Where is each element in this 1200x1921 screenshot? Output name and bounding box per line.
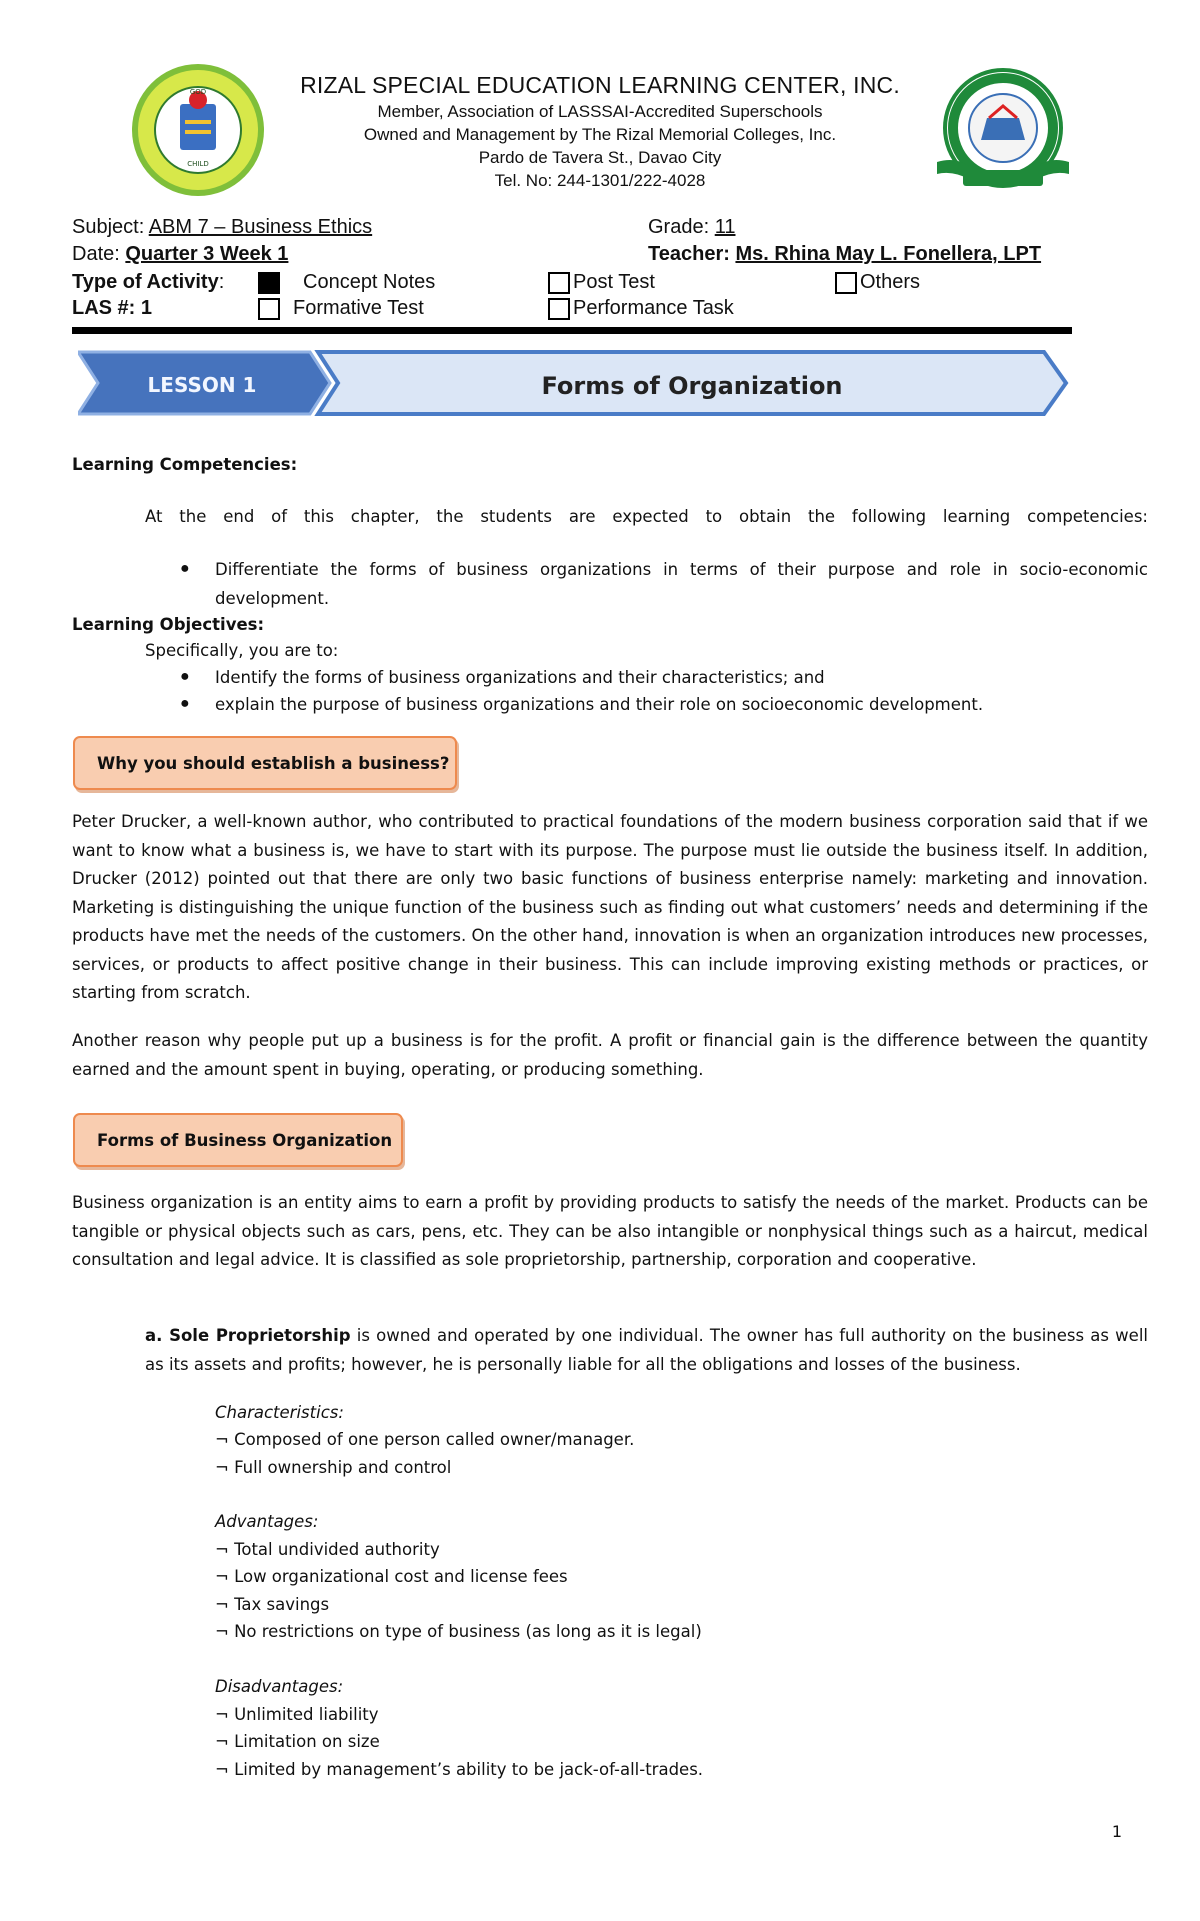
- concept-notes-label: Concept Notes: [303, 271, 436, 293]
- header-divider: [72, 327, 1072, 334]
- advantage-item: ¬ Total undivided authority: [215, 1540, 440, 1559]
- drucker-paragraph: Peter Drucker, a well-known author, who contributed to practical foundations of the modern business corporation said that if we want to know what a business is, we have to start with its purpose. The purpose must lie outside the business itself. In addition, Drucker (2012) pointed out that there are only two basic functions of business enterprise namely: marketing and innovation. Marketing is distinguishing the unique function of the business such as finding out what customers’ needs and determining if the products have met the needs of the customers. On the other hand, innovation is when an organization introduces new processes, services, or products to affect positive change in their business. This can include improving existing methods or practices, or starting from scratch.: [72, 812, 1148, 1002]
- competency-item: Differentiate the forms of business organizations in terms of their purpose and role in socio-economic development.: [215, 560, 1148, 608]
- advantage-item: ¬ Tax savings: [215, 1595, 330, 1614]
- teacher-label: Teacher:: [648, 243, 730, 265]
- objectives-intro: Specifically, you are to:: [145, 641, 339, 660]
- date-label: Date:: [72, 243, 120, 265]
- logo-word-child: CHILD: [187, 160, 209, 168]
- sole-proprietorship-label: a. Sole Proprietorship: [145, 1326, 351, 1345]
- subject-value: ABM 7 – Business Ethics: [148, 216, 373, 238]
- disadvantages-heading: Disadvantages:: [215, 1677, 344, 1696]
- advantage-item: ¬ Low organizational cost and license fees: [215, 1567, 568, 1586]
- performance-task-checkbox[interactable]: [548, 298, 570, 320]
- objectives-heading: Learning Objectives:: [72, 615, 265, 634]
- date-row: [72, 243, 288, 266]
- subject-row: [72, 216, 372, 239]
- teacher-value: Ms. Rhina May L. Fonellera, LPT: [735, 243, 1042, 265]
- subject-label: Subject:: [72, 216, 145, 238]
- bullet-icon: ●: [180, 560, 190, 577]
- logo-word-god: GOD: [189, 88, 207, 96]
- section-heading-why-establish: Why you should establish a business?: [73, 736, 457, 790]
- concept-notes-checkbox[interactable]: [258, 272, 280, 294]
- date-value: Quarter 3 Week 1: [125, 243, 289, 265]
- activity-type-row: [72, 271, 224, 294]
- membership-line: Member, Association of LASSSAI-Accredited Superschools: [377, 102, 823, 121]
- bullet-icon: ●: [180, 695, 190, 712]
- page-number: 1: [1111, 1822, 1122, 1841]
- characteristics-heading: Characteristics:: [215, 1403, 344, 1422]
- disadvantage-item: ¬ Limited by management’s ability to be jack-of-all-trades.: [215, 1760, 704, 1779]
- ownership-line: Owned and Management by The Rizal Memorial Colleges, Inc.: [363, 125, 837, 144]
- post-test-checkbox[interactable]: [548, 272, 570, 294]
- advantage-item: ¬ No restrictions on type of business (as long as it is legal): [215, 1622, 702, 1641]
- lesson-title: Forms of Organization: [541, 372, 843, 400]
- section-heading-forms: Forms of Business Organization: [73, 1113, 403, 1167]
- post-test-label: Post Test: [573, 271, 655, 293]
- formative-test-checkbox[interactable]: [258, 298, 280, 320]
- disadvantage-item: ¬ Unlimited liability: [215, 1705, 379, 1724]
- lesson-banner: [78, 350, 1070, 416]
- sole-proprietorship-paragraph: [145, 1322, 1148, 1379]
- activity-type-colon: :: [218, 271, 225, 293]
- teacher-row: [648, 243, 1041, 266]
- objective-item: Identify the forms of business organizations and their characteristics; and: [215, 668, 825, 687]
- characteristic-item: ¬ Composed of one person called owner/manager.: [215, 1430, 635, 1449]
- profit-paragraph: Another reason why people put up a business is for the profit. A profit or financial gain is the difference between the quantity earned and the amount spent in buying, operating, or producing something.: [72, 1031, 1148, 1079]
- performance-task-label: Performance Task: [573, 297, 734, 319]
- grade-value: 11: [714, 216, 736, 238]
- business-organization-paragraph: Business organization is an entity aims to earn a profit by providing products to satisfy the needs of the market. Products can be tangible or physical objects such as cars, pens, etc. They can be also intangible or nonphysical things such as a haircut, medical consultation and legal advice. It is classified as sole proprietorship, partnership, corporation and cooperative.: [72, 1193, 1148, 1269]
- formative-test-label: Formative Test: [293, 297, 424, 319]
- sole-proprietorship-text: is owned and operated by one individual. The owner has full authority on the business as well as its assets and profits; however, he is personally liable for all the obligations and losses of the business.: [145, 1326, 1148, 1374]
- disadvantage-item: ¬ Limitation on size: [215, 1732, 380, 1751]
- advantages-heading: Advantages:: [215, 1512, 319, 1531]
- grade-row: [648, 216, 735, 239]
- address-line: Pardo de Tavera St., Davao City: [478, 148, 722, 167]
- telephone-line: Tel. No: 244-1301/222-4028: [494, 171, 706, 190]
- competencies-intro: At the end of this chapter, the students are expected to obtain the following learning competencies:: [145, 507, 1148, 526]
- bullet-icon: ●: [180, 668, 190, 685]
- others-label: Others: [860, 271, 921, 293]
- lesson-number: LESSON 1: [147, 373, 257, 397]
- activity-type-label: Type of Activity: [72, 271, 219, 293]
- objective-item: explain the purpose of business organizations and their role on socioeconomic development.: [215, 695, 984, 714]
- school-name: RIZAL SPECIAL EDUCATION LEARNING CENTER, INC.: [300, 72, 900, 98]
- characteristic-item: ¬ Full ownership and control: [215, 1458, 452, 1477]
- others-checkbox[interactable]: [835, 272, 857, 294]
- grade-label: Grade:: [648, 216, 710, 238]
- las-number: LAS #: 1: [72, 297, 153, 319]
- competencies-heading: Learning Competencies:: [72, 455, 298, 474]
